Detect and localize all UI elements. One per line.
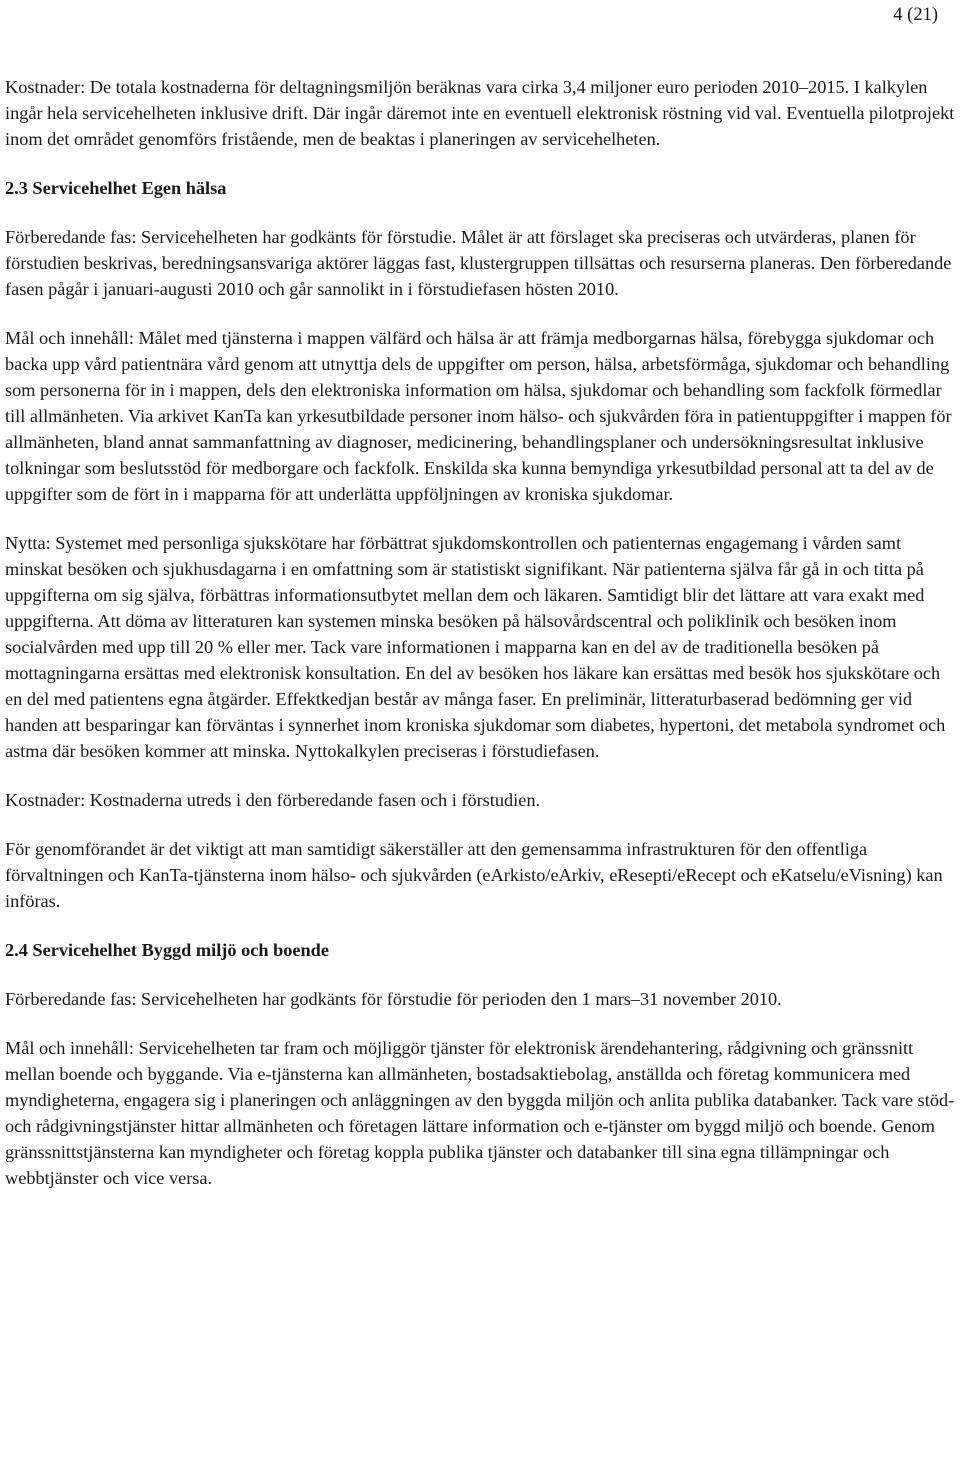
paragraph-costs-participation: Kostnader: De totala kostnaderna för deltagningsmiljön beräknas vara cirka 3,4 miljoner euro perioden 2010–2015. I kalkylen ingår hela servicehelheten inklusive drift. Där ingår däremot inte en eventuell elektronisk röstning vid val. Eventuella pilotprojekt inom det området genomförs fristående, men de beaktas i planeringen av servicehelheten. bbox=[5, 77, 955, 149]
document-body bbox=[5, 74, 957, 1214]
paragraph-benefits: Nytta: Systemet med personliga sjukskötare har förbättrat sjukdomskontrollen och patienternas engagemang i vården samt minskat besöken och sjukhusdagarna i en omfattning som är statistiskt signifikant. När patienterna själva får gå in och titta på uppgifterna om sig själva, förbättras informationsutbytet mellan dem och läkaren. Samtidigt blir det lättare att vara exakt med uppgifterna. Att döma av litteraturen kan systemen minska besöken på hälsovårdscentral och poliklinik och besöken inom socialvården med upp till 20 % eller mer. Tack vare informationen i mapparna kan en del av de traditionella besöken på mottagningarna ersättas med elektronisk konsultation. En del av besöken hos läkare kan ersättas med besök hos sjukskötare och en del med patientens egna åtgärder. Effektkedjan består av många faser. En preliminär, litteraturbaserad bedömning ger vid handen att besparingar kan förväntas i synnerhet inom kroniska sjukdomar som diabetes, hypertoni, det metabola syndromet och astma där besöken kommer att minska. Nyttokalkylen preciseras i förstudiefasen. bbox=[5, 533, 946, 761]
paragraph-goals-content-2: Mål och innehåll: Servicehelheten tar fram och möjliggör tjänster för elektronisk ärendehantering, rådgivning och gränssnitt mellan boende och byggande. Via e-tjänsterna kan allmänheten, bostadsaktiebolag, anställda och företag kommunicera med myndigheterna, engagera sig i planeringen och anläggningen av den byggda miljön och anlita publika databanker. Tack vare stöd- och rådgivningstjänster hittar allmänheten och företagen lättare information och e-tjänster om byggd miljö och boende. Genom gränssnittstjänsterna kan myndigheter och företag koppla publika tjänster och databanker till sina egna tillämpningar och webbtjänster och vice versa. bbox=[5, 1038, 955, 1188]
paragraph-implementation: För genomförandet är det viktigt att man samtidigt säkerställer att den gemensamma infrastrukturen för den offentliga förvaltningen och KanTa-tjänsterna inom hälso- och sjukvården (eArkisto/eArkiv, eResepti/eRecept och eKatselu/eVisning) kan införas. bbox=[5, 839, 943, 911]
section-heading-byggd-miljo: 2.4 Servicehelhet Byggd miljö och boende bbox=[5, 940, 329, 960]
paragraph-goals-content: Mål och innehåll: Målet med tjänsterna i mappen välfärd och hälsa är att främja medborgarnas hälsa, förebygga sjukdomar och backa upp vård patientnära vård genom att utnyttja dels de uppgifter om person, hälsa, arbetsförmåga, sjukdomar och behandling som personerna för in i mappen, dels den elektroniska information om hälsa, sjukdomar och behandling som fackfolk förmedlar till allmänheten. Via arkivet KanTa kan yrkesutbildade personer inom hälso- och sjukvården föra in patientuppgifter i mappen för allmänheten, bland annat sammanfattning av diagnoser, medicinering, behandlingsplaner och undersökningsresultat inklusive tolkningar som beslutsstöd för medborgare och fackfolk. Enskilda ska kunna bemyndiga yrkesutbildad personal att ta del av de uppgifter som de fört in i mapparna för att underlätta uppföljningen av kroniska sjukdomar. bbox=[5, 328, 952, 504]
paragraph-preparatory-phase: Förberedande fas: Servicehelheten har godkänts för förstudie. Målet är att förslaget ska preciseras och utvärderas, planen för förstudien beskrivas, beredningsansvariga aktörer läggas fast, klustergruppen tillsättas och resurserna planeras. Den förberedande fasen pågår i januari-augusti 2010 och går sannolikt in i förstudiefasen hösten 2010. bbox=[5, 227, 952, 299]
paragraph-preparatory-phase-2: Förberedande fas: Servicehelheten har godkänts för förstudie för perioden den 1 mars–31 november 2010. bbox=[5, 989, 782, 1009]
paragraph-costs: Kostnader: Kostnaderna utreds i den förberedande fasen och i förstudien. bbox=[5, 790, 541, 810]
section-heading-egen-halsa: 2.3 Servicehelhet Egen hälsa bbox=[5, 178, 227, 198]
page-number: 4 (21) bbox=[893, 5, 938, 25]
